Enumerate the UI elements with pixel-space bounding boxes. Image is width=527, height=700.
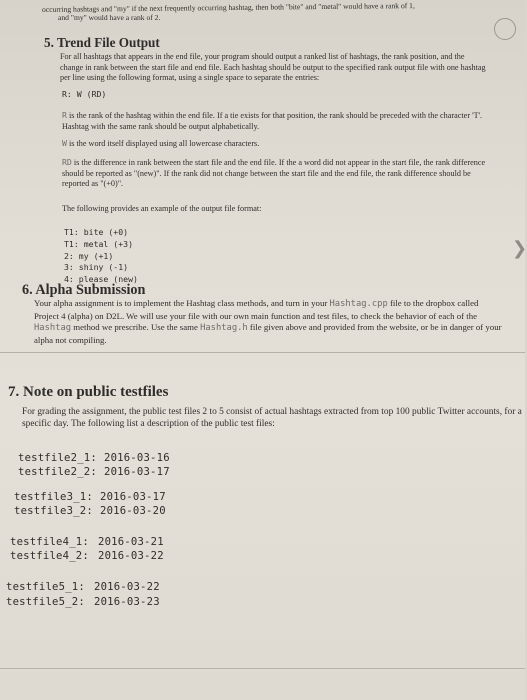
example-line: 2: my (+1): [64, 250, 114, 261]
hashtag-cpp-code: Hashtag.cpp: [329, 299, 388, 309]
rd-definition: RD is the difference in rank between the start file and the end file. If the a word did not appear in the start file, the rank difference should be reported as "(new)". If the rank did not change between the start file and the end file, the rank difference should be reported as "(+0)".: [62, 157, 486, 188]
top-text-line-1: occurring hashtags and "my" if the next frequently occurring hashtag, then both "bite" and "metal" would have a rank of 1,: [41, 1, 415, 14]
section-5-intro: For all hashtags that appears in the end file, your program should output a ranked list of hashtags, the rank position, and the change in rank between the start file and end file. Each hashtag should be output to the specified rank output file with one hashtag per line using the following format, using a single space to separate the entries:: [60, 52, 486, 82]
section-6-title: 6. Alpha Submission: [22, 282, 146, 298]
testfile-row: testfile2_2: 2016-03-17: [18, 466, 170, 478]
example-intro: The following provides an example of the output file format:: [62, 204, 262, 213]
circle-icon: [494, 18, 516, 40]
r-code: R: [62, 110, 67, 120]
section-5-title: 5. Trend File Output: [44, 35, 160, 50]
testfile-row: testfile3_2: 2016-03-20: [14, 505, 166, 517]
example-line: T1: metal (+3): [64, 238, 134, 249]
testfile-row: testfile4_1: 2016-03-21: [10, 536, 164, 548]
testfile-row: testfile5_1: 2016-03-22: [6, 581, 160, 593]
hashtag-code: Hashtag: [34, 323, 72, 334]
example-line: 4: please (new): [64, 274, 138, 285]
w-code: W: [62, 138, 67, 148]
testfile-row: testfile4_2: 2016-03-22: [10, 550, 164, 562]
testfile-row: testfile2_1: 2016-03-16: [18, 452, 170, 464]
w-definition: W is the word itself displayed using all lowercase characters.: [62, 138, 260, 148]
chevron-right-icon: ❯: [512, 238, 527, 259]
hashtag-h-code: Hashtag.h: [200, 323, 248, 334]
testfile-row: testfile3_1: 2016-03-17: [14, 491, 166, 503]
example-line: 3: shiny (-1): [64, 262, 129, 273]
testfile-row: testfile5_2: 2016-03-23: [6, 596, 160, 608]
section-5-format: R: W (RD): [62, 89, 107, 99]
section-7-title: 7. Note on public testfiles: [8, 384, 169, 400]
rd-code: RD: [62, 157, 72, 167]
section-6-paragraph: Your alpha assignment is to implement the Hashtag class methods, and turn in your Hashtag.cpp file to the dropbox called Project 4 (alpha) on D2L. We will use your file with our own main function and test files, to check the behavior of each of the Hashtag method we prescribe. Use the same Hashtag.h file given above and provided from the website, or be in danger of your alpha not compiling.: [34, 298, 502, 345]
example-output: [64, 227, 138, 286]
top-text-line-2: and "my" would have a rank of 2.: [58, 13, 161, 22]
r-definition: R is the rank of the hashtag within the end file. If a tie exists for that position, the rank should be preceded with the character 'T'. Hashtag with the same rank should be output alphabetically.: [62, 110, 483, 131]
section-divider: [0, 352, 525, 353]
example-line: T1: bite (+0): [64, 227, 129, 237]
section-7-text: For grading the assignment, the public test files 2 to 5 consist of actual hashtags extracted from top 100 public Twitter accounts, for a specific day. The following list a description of the public test files:: [22, 407, 522, 430]
bottom-edge-line: [0, 668, 525, 669]
